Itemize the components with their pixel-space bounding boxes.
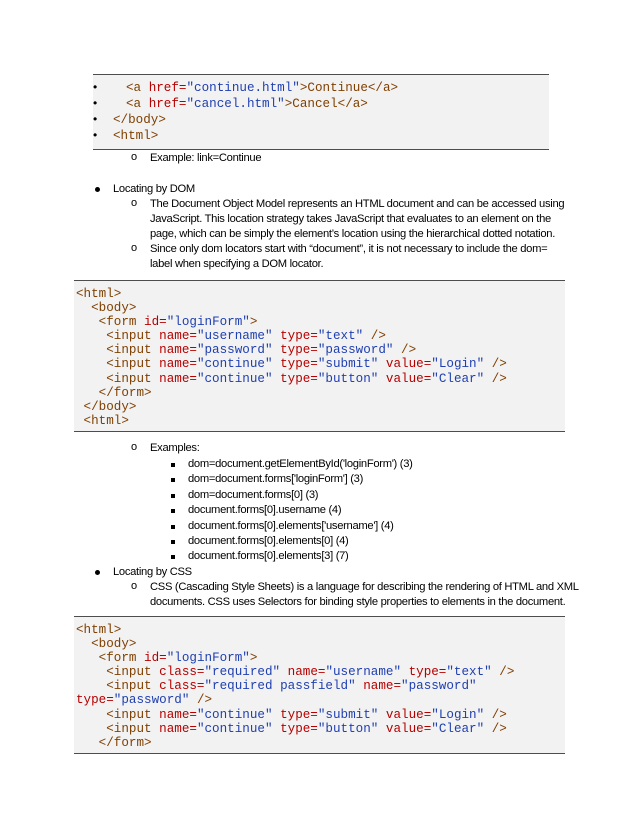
code-token: "Login" bbox=[431, 708, 492, 722]
code-line bbox=[76, 623, 121, 637]
example-item: dom=document.getElementById('loginForm') (3) bbox=[188, 458, 413, 470]
dom-paragraph-line: label when specifying a DOM locator. bbox=[150, 258, 324, 270]
css-paragraph-line: CSS (Cascading Style Sheets) is a language for describing the rendering of HTML and XML bbox=[150, 581, 579, 593]
code-line bbox=[76, 679, 477, 693]
code-token: "Clear" bbox=[431, 372, 492, 386]
bullet-icon: • bbox=[93, 80, 98, 94]
code-token: <form bbox=[76, 651, 145, 665]
code-token: name= bbox=[159, 722, 197, 736]
code-block-links bbox=[93, 74, 549, 150]
code-token: value= bbox=[385, 357, 432, 371]
code-line bbox=[76, 651, 257, 665]
code-token: /> bbox=[491, 722, 507, 736]
code-line bbox=[76, 736, 152, 750]
code-token: value= bbox=[385, 372, 432, 386]
code-line bbox=[76, 372, 507, 386]
code-token: value= bbox=[385, 722, 432, 736]
code-token: class= bbox=[159, 679, 205, 693]
example-item: document.forms[0].elements[0] (4) bbox=[188, 535, 349, 547]
code-token: "password" bbox=[196, 343, 281, 357]
code-token: type= bbox=[280, 722, 318, 736]
code-line bbox=[76, 357, 507, 371]
code-line bbox=[76, 329, 386, 343]
code-token: "Login" bbox=[431, 357, 492, 371]
section-heading-dom: Locating by DOM bbox=[113, 183, 195, 195]
code-token: /> bbox=[401, 343, 417, 357]
code-token: "required passfield" bbox=[204, 679, 364, 693]
code-line bbox=[76, 414, 129, 428]
code-token: name= bbox=[159, 329, 197, 343]
example-item: document.forms[0].elements[3] (7) bbox=[188, 550, 349, 562]
example-item: dom=document.forms['loginForm'] (3) bbox=[188, 473, 364, 485]
square-bullet-icon bbox=[171, 478, 175, 482]
code-token: <input bbox=[76, 665, 160, 679]
code-token: "text" bbox=[317, 329, 371, 343]
code-token: <body> bbox=[76, 301, 137, 315]
code-token: "submit" bbox=[317, 708, 386, 722]
square-bullet-icon bbox=[171, 540, 175, 544]
code-token: /> bbox=[196, 693, 213, 707]
dom-paragraph-line: page, which can be simply the element’s location using the hierarchical dotted notation. bbox=[150, 228, 555, 240]
code-line bbox=[76, 400, 136, 414]
example-item: document.forms[0].elements['username'] (4) bbox=[188, 520, 394, 532]
code-token: <html> bbox=[113, 129, 159, 143]
code-token: "Clear" bbox=[431, 722, 492, 736]
code-line bbox=[76, 315, 257, 329]
bullet-icon: • bbox=[93, 112, 98, 126]
code-token: <body> bbox=[76, 637, 137, 651]
code-token: value= bbox=[385, 708, 432, 722]
code-token: href= bbox=[148, 97, 187, 111]
code-token: <input bbox=[76, 722, 160, 736]
code-block-css-form bbox=[74, 616, 565, 754]
code-block-login-form bbox=[74, 280, 565, 432]
example-item: dom=document.forms[0] (3) bbox=[188, 489, 319, 501]
code-token: "username" bbox=[325, 665, 409, 679]
square-bullet-icon bbox=[171, 509, 175, 513]
code-token: "continue" bbox=[196, 372, 281, 386]
code-token: "text" bbox=[446, 665, 500, 679]
example-item: document.forms[0].username (4) bbox=[188, 504, 342, 516]
code-token: "continue" bbox=[196, 708, 281, 722]
code-token: /> bbox=[370, 329, 386, 343]
code-token: "loginForm" bbox=[166, 315, 250, 329]
code-line bbox=[76, 343, 416, 357]
code-line bbox=[76, 386, 152, 400]
code-line bbox=[76, 287, 121, 301]
code-token: </body> bbox=[76, 400, 137, 414]
circle-bullet-icon: o bbox=[131, 197, 138, 209]
code-token: </form> bbox=[76, 386, 152, 400]
code-token: <html> bbox=[76, 623, 122, 637]
code-token: name= bbox=[363, 679, 402, 693]
code-token: </body> bbox=[113, 113, 166, 127]
code-token: > bbox=[249, 651, 258, 665]
code-token: <a bbox=[126, 97, 149, 111]
code-token: "button" bbox=[317, 722, 386, 736]
code-token: <input bbox=[76, 372, 160, 386]
bullet-icon bbox=[95, 187, 100, 192]
code-token: >Continue</a> bbox=[299, 81, 399, 95]
code-token: /> bbox=[491, 372, 507, 386]
code-token: <html> bbox=[76, 414, 129, 428]
code-token: type= bbox=[280, 708, 318, 722]
code-token: <input bbox=[76, 343, 160, 357]
code-token: "password" bbox=[113, 693, 197, 707]
bullet-icon: • bbox=[93, 96, 98, 110]
code-token: name= bbox=[159, 372, 197, 386]
code-token: href= bbox=[148, 81, 187, 95]
code-token: "username" bbox=[196, 329, 281, 343]
code-token: type= bbox=[408, 665, 447, 679]
code-line bbox=[113, 129, 158, 143]
code-token: /> bbox=[491, 708, 507, 722]
circle-bullet-icon: o bbox=[131, 580, 138, 592]
code-token: name= bbox=[159, 708, 197, 722]
circle-bullet-icon: o bbox=[131, 242, 138, 254]
code-token: "continue" bbox=[196, 722, 281, 736]
code-token: <input bbox=[76, 357, 160, 371]
code-token: "password" bbox=[401, 679, 477, 693]
section-heading-css: Locating by CSS bbox=[113, 566, 192, 578]
code-token: type= bbox=[280, 372, 318, 386]
code-token: <input bbox=[76, 329, 160, 343]
css-paragraph-line: documents. CSS uses Selectors for binding style properties to elements in the document. bbox=[150, 596, 566, 608]
code-line bbox=[113, 113, 166, 127]
code-line bbox=[76, 693, 212, 707]
code-token: "required" bbox=[204, 665, 288, 679]
square-bullet-icon bbox=[171, 525, 175, 529]
code-token: "button" bbox=[317, 372, 386, 386]
code-token: <input bbox=[76, 708, 160, 722]
code-token: type= bbox=[280, 329, 318, 343]
code-token: /> bbox=[499, 665, 515, 679]
code-line bbox=[76, 637, 136, 651]
dom-paragraph-line: Since only dom locators start with “document”, it is not necessary to include the dom= bbox=[150, 243, 548, 255]
examples-heading: Examples: bbox=[150, 442, 200, 454]
square-bullet-icon bbox=[171, 463, 175, 467]
code-line bbox=[126, 81, 398, 95]
circle-bullet-icon: o bbox=[131, 441, 138, 453]
code-line bbox=[76, 665, 514, 679]
code-token: id= bbox=[144, 651, 167, 665]
square-bullet-icon bbox=[171, 494, 175, 498]
code-token: /> bbox=[491, 357, 507, 371]
bullet-icon: • bbox=[93, 128, 98, 142]
code-line bbox=[76, 708, 507, 722]
code-token: class= bbox=[159, 665, 205, 679]
code-line bbox=[126, 97, 368, 111]
code-token: "cancel.html" bbox=[186, 97, 285, 111]
code-token: <form bbox=[76, 315, 145, 329]
code-token: "password" bbox=[317, 343, 402, 357]
code-token: <html> bbox=[76, 287, 122, 301]
code-token: <input bbox=[76, 679, 160, 693]
code-token: name= bbox=[287, 665, 326, 679]
code-token: >Cancel</a> bbox=[284, 97, 368, 111]
code-token: name= bbox=[159, 343, 197, 357]
code-token: "continue" bbox=[196, 357, 281, 371]
code-token: type= bbox=[280, 357, 318, 371]
code-token: "loginForm" bbox=[166, 651, 250, 665]
example-link-text: Example: link=Continue bbox=[150, 152, 262, 164]
dom-paragraph-line: JavaScript. This location strategy takes JavaScript that evaluates to an element on the bbox=[150, 213, 551, 225]
code-token: type= bbox=[76, 693, 114, 707]
code-token: name= bbox=[159, 357, 197, 371]
code-line bbox=[76, 722, 507, 736]
circle-bullet-icon: o bbox=[131, 151, 138, 163]
code-token: </form> bbox=[76, 736, 152, 750]
code-token: "continue.html" bbox=[186, 81, 300, 95]
bullet-icon bbox=[95, 570, 100, 575]
dom-paragraph-line: The Document Object Model represents an HTML document and can be accessed using bbox=[150, 198, 565, 210]
code-token: id= bbox=[144, 315, 167, 329]
code-token: type= bbox=[280, 343, 318, 357]
code-token: "submit" bbox=[317, 357, 386, 371]
code-line bbox=[76, 301, 136, 315]
code-token: <a bbox=[126, 81, 149, 95]
square-bullet-icon bbox=[171, 555, 175, 559]
code-token: > bbox=[249, 315, 258, 329]
